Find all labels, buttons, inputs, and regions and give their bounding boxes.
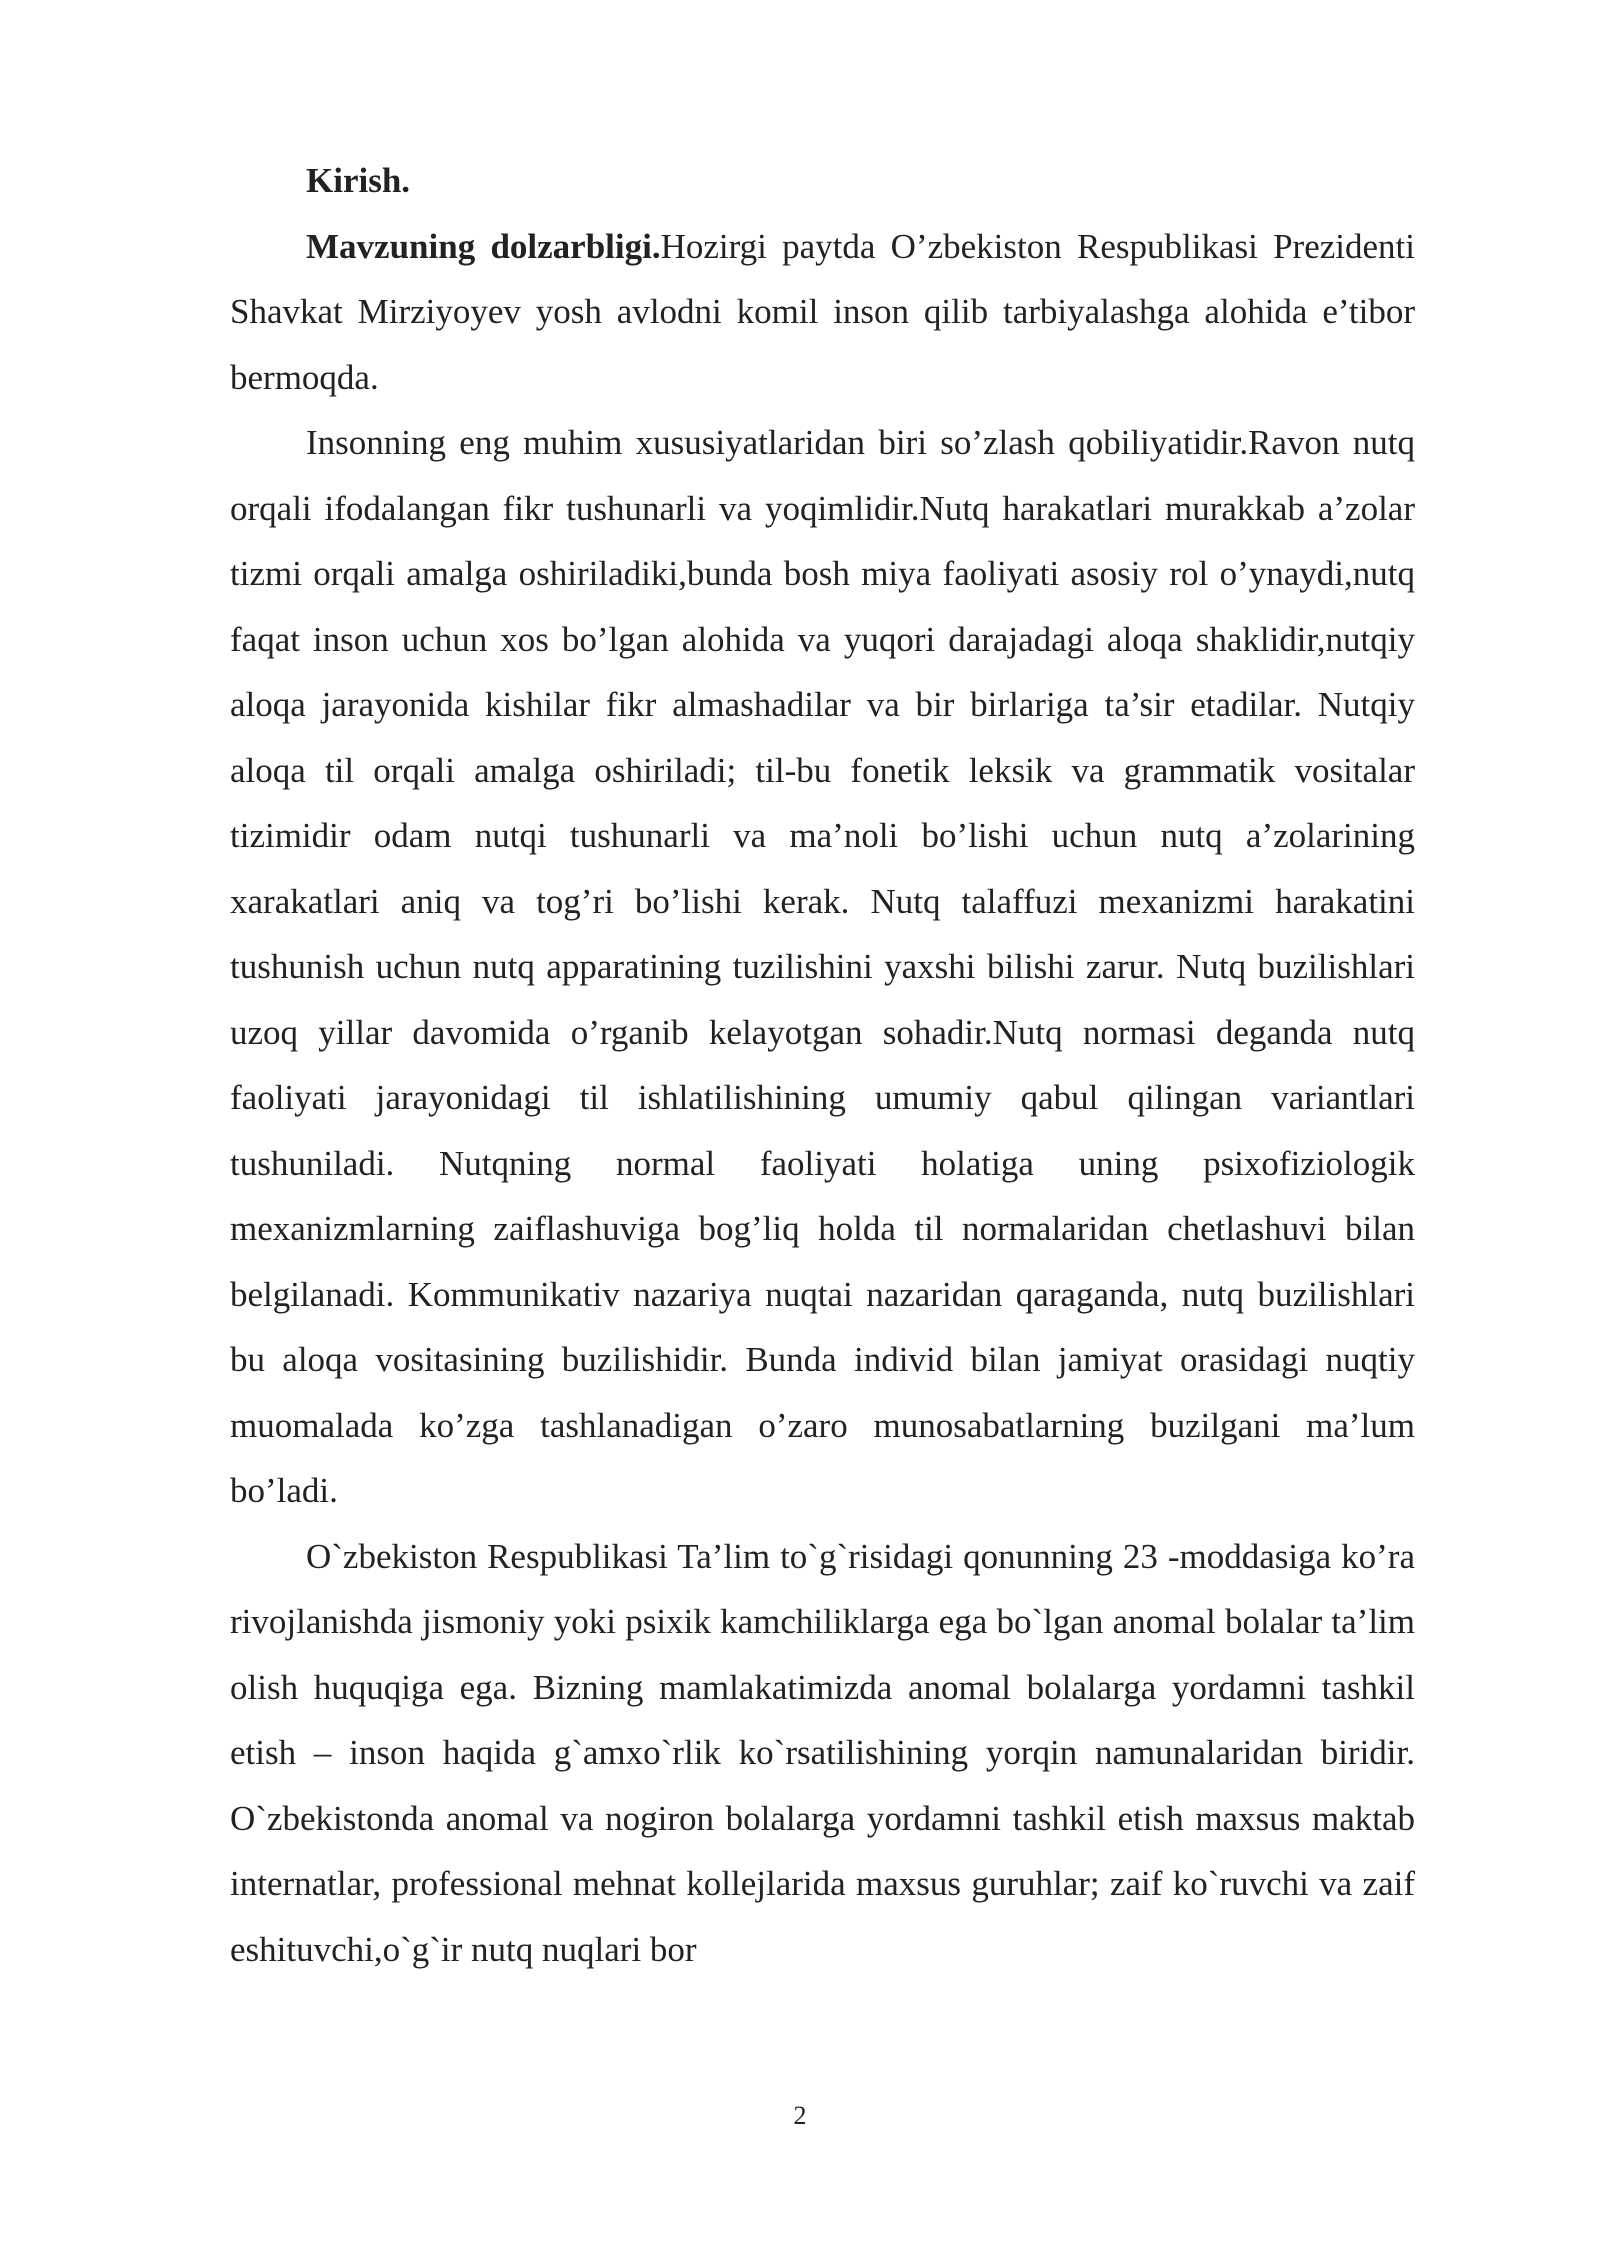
paragraph-speech: Insonning eng muhim xususiyatlaridan biri so’zlash qobiliyatidir.Ravon nutq orqali ifodalangan fikr tushunarli va yoqimlidir.Nutq harakatlari murakkab a’zolar tizmi orqali amalga oshiriladiki,bunda bosh miya faoliyati asosiy rol o’ynaydi,nutq faqat inson uchun xos bo’lgan alohida va yuqori darajadagi aloqa shaklidir,nutqiy aloqa jarayonida kishilar fikr almashadilar va bir birlariga ta’sir etadilar. Nutqiy aloqa til orqali amalga oshiriladi; til-bu fonetik leksik va grammatik vositalar tizimidir odam nutqi tushunarli va ma’noli bo’lishi uchun nutq a’zolarining xarakatlari aniq va tog’ri bo’lishi kerak. Nutq talaffuzi mexanizmi harakatini tushunish uchun nutq apparatining tuzilishini yaxshi bilishi zarur. Nutq buzilishlari uzoq yillar davomida o’rganib kelayotgan sohadir.Nutq normasi deganda nutq faoliyati jarayonidagi til ishlatilishining umumiy qabul qilingan variantlari tushuniladi. Nutqning normal faoliyati holatiga uning psixofiziologik mexanizmlarning zaiflashuviga bog’liq holda til normalaridan chetlashuvi bilan belgilanadi. Kommunikativ nazariya nuqtai nazaridan qaraganda, nutq buzilishlari bu aloqa vositasining buzilishidir. Bunda individ bilan jamiyat orasidagi nuqtiy muomalada ko’zga tashlanadigan o’zaro munosabatlarning buzilgani ma’lum bo’ladi. — [230, 423, 1415, 1510]
document-body — [230, 148, 1415, 1982]
paragraph-text: Hozirgi paytda O’zbekiston Respublikasi Prezidenti Shavkat Mirziyoyev yosh avlodni komil inson qilib tarbiyalashga alohida e’tibor bermoqda. — [230, 226, 1415, 397]
paragraph-law: O`zbekiston Respublikasi Ta’lim to`g`risidagi qonunning 23 -moddasiga ko’ra rivojlanishda jismoniy yoki psixik kamchiliklarga ega bo`lgan anomal bolalar ta’lim olish huquqiga ega. Bizning mamlakatimizda anomal bolalarga yordamni tashkil etish – inson haqida g`amxo`rlik ko`rsatilishining yorqin namunalaridan biridir. O`zbekistonda anomal va nogiron bolalarga yordamni tashkil etish maxsus maktab internatlar, professional mehnat kollejlarida maxsus guruhlar; zaif ko`ruvchi va zaif eshituvchi,o`g`ir nutq nuqlari bor — [230, 1536, 1415, 1969]
page-number: 2 — [793, 2101, 807, 2130]
paragraph-relevance — [230, 214, 1415, 411]
section-heading: Kirish. — [306, 161, 411, 200]
paragraph-lead-bold: Mavzuning dolzarbligi. — [306, 226, 661, 266]
